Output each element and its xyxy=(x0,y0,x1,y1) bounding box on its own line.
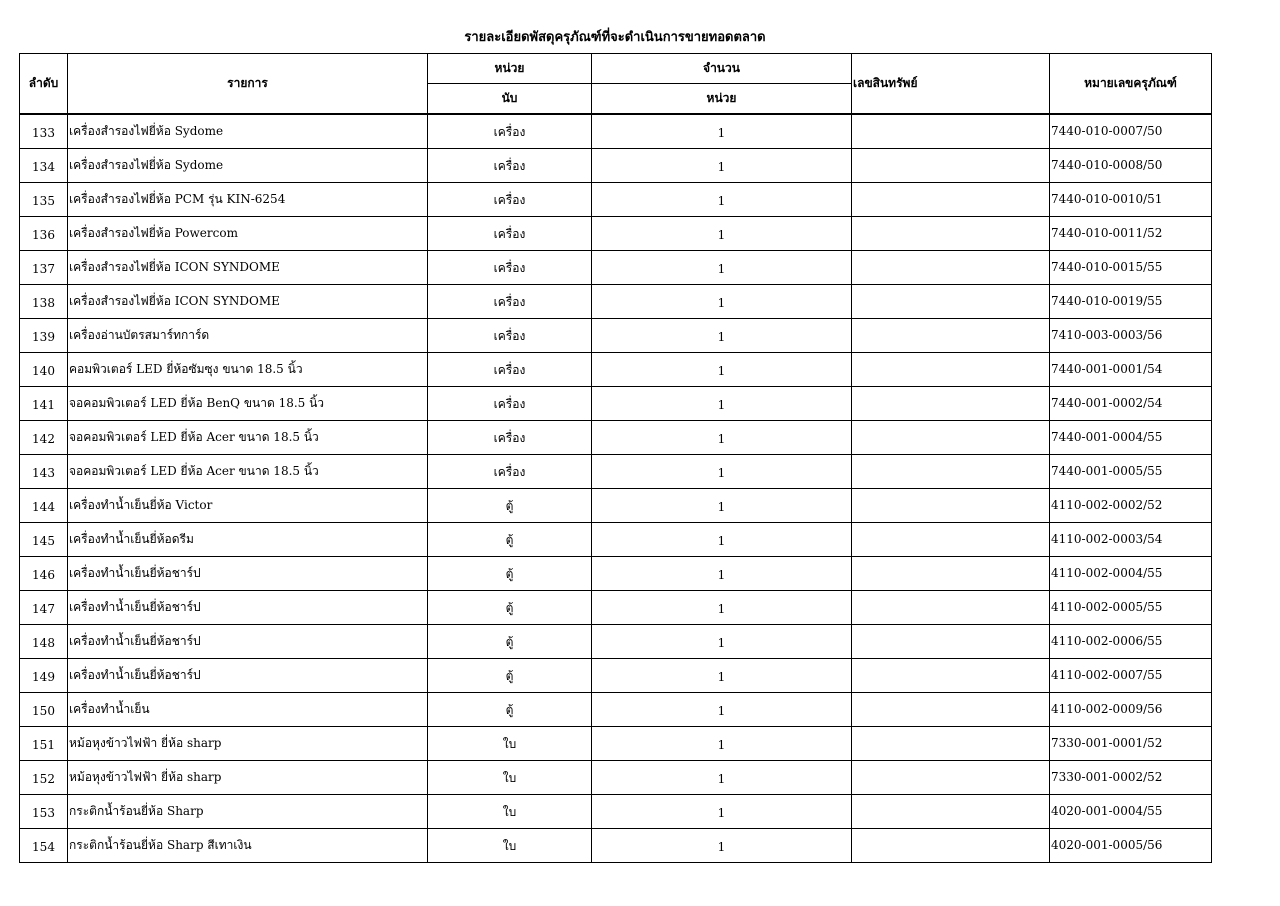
header-qty-bottom: หน่วย xyxy=(592,84,852,115)
cell-asset xyxy=(852,114,1050,148)
table-row xyxy=(20,556,1212,590)
cell-unit: เครื่อง xyxy=(428,182,592,216)
cell-no: 150 xyxy=(20,692,68,726)
cell-code: 7440-001-0001/54 xyxy=(1050,352,1212,386)
header-no: ลำดับ xyxy=(20,54,68,115)
header-qty-top: จำนวน xyxy=(592,54,852,84)
header-asset: เลขสินทรัพย์ xyxy=(852,54,1050,115)
cell-code: 4110-002-0003/54 xyxy=(1050,522,1212,556)
cell-unit: ใบ xyxy=(428,828,592,862)
cell-item: เครื่องทำน้ำเย็นยี่ห้อชาร์ป xyxy=(68,556,428,590)
cell-no: 151 xyxy=(20,726,68,760)
cell-code: 7440-001-0005/55 xyxy=(1050,454,1212,488)
table-row xyxy=(20,318,1212,352)
cell-no: 139 xyxy=(20,318,68,352)
table-row xyxy=(20,216,1212,250)
cell-qty: 1 xyxy=(592,386,852,420)
cell-asset xyxy=(852,760,1050,794)
cell-unit: ตู้ xyxy=(428,624,592,658)
cell-no: 152 xyxy=(20,760,68,794)
cell-no: 140 xyxy=(20,352,68,386)
table-row xyxy=(20,760,1212,794)
cell-item: เครื่องทำน้ำเย็นยี่ห้อชาร์ป xyxy=(68,590,428,624)
cell-unit: ใบ xyxy=(428,760,592,794)
cell-qty: 1 xyxy=(592,114,852,148)
cell-unit: เครื่อง xyxy=(428,250,592,284)
table-row xyxy=(20,726,1212,760)
cell-no: 144 xyxy=(20,488,68,522)
cell-qty: 1 xyxy=(592,250,852,284)
cell-no: 143 xyxy=(20,454,68,488)
asset-table xyxy=(19,53,1212,863)
cell-unit: ตู้ xyxy=(428,522,592,556)
table-row xyxy=(20,386,1212,420)
cell-item: เครื่องอ่านบัตรสมาร์ทการ์ด xyxy=(68,318,428,352)
cell-no: 147 xyxy=(20,590,68,624)
cell-no: 149 xyxy=(20,658,68,692)
cell-code: 4110-002-0007/55 xyxy=(1050,658,1212,692)
cell-unit: เครื่อง xyxy=(428,216,592,250)
cell-asset xyxy=(852,284,1050,318)
cell-unit: เครื่อง xyxy=(428,148,592,182)
cell-item: เครื่องสำรองไฟยี่ห้อ PCM รุ่น KIN-6254 xyxy=(68,182,428,216)
cell-asset xyxy=(852,182,1050,216)
cell-no: 137 xyxy=(20,250,68,284)
header-unit-bottom: นับ xyxy=(428,84,592,115)
table-row xyxy=(20,658,1212,692)
cell-unit: ตู้ xyxy=(428,556,592,590)
table-row xyxy=(20,284,1212,318)
cell-no: 142 xyxy=(20,420,68,454)
cell-code: 7440-010-0019/55 xyxy=(1050,284,1212,318)
table-body xyxy=(20,114,1212,862)
cell-asset xyxy=(852,726,1050,760)
cell-qty: 1 xyxy=(592,148,852,182)
cell-unit: ใบ xyxy=(428,794,592,828)
cell-item: เครื่องทำน้ำเย็นยี่ห้อดรีม xyxy=(68,522,428,556)
cell-qty: 1 xyxy=(592,318,852,352)
cell-item: หม้อหุงข้าวไฟฟ้า ยี่ห้อ sharp xyxy=(68,726,428,760)
cell-no: 135 xyxy=(20,182,68,216)
table-row xyxy=(20,522,1212,556)
header-code: หมายเลขครุภัณฑ์ xyxy=(1050,54,1212,115)
cell-code: 7440-010-0011/52 xyxy=(1050,216,1212,250)
cell-qty: 1 xyxy=(592,182,852,216)
cell-unit: เครื่อง xyxy=(428,386,592,420)
cell-qty: 1 xyxy=(592,420,852,454)
cell-no: 141 xyxy=(20,386,68,420)
cell-unit: เครื่อง xyxy=(428,284,592,318)
cell-code: 7330-001-0002/52 xyxy=(1050,760,1212,794)
table-row xyxy=(20,590,1212,624)
cell-code: 4020-001-0004/55 xyxy=(1050,794,1212,828)
cell-code: 7440-010-0008/50 xyxy=(1050,148,1212,182)
cell-code: 4110-002-0005/55 xyxy=(1050,590,1212,624)
cell-unit: ตู้ xyxy=(428,590,592,624)
cell-item: หม้อหุงข้าวไฟฟ้า ยี่ห้อ sharp xyxy=(68,760,428,794)
cell-asset xyxy=(852,794,1050,828)
cell-no: 145 xyxy=(20,522,68,556)
cell-no: 138 xyxy=(20,284,68,318)
cell-qty: 1 xyxy=(592,828,852,862)
cell-asset xyxy=(852,522,1050,556)
cell-qty: 1 xyxy=(592,556,852,590)
table-row xyxy=(20,692,1212,726)
table-row xyxy=(20,182,1212,216)
table-row xyxy=(20,624,1212,658)
cell-qty: 1 xyxy=(592,726,852,760)
cell-code: 4110-002-0002/52 xyxy=(1050,488,1212,522)
cell-asset xyxy=(852,386,1050,420)
cell-item: จอคอมพิวเตอร์ LED ยี่ห้อ Acer ขนาด 18.5 นิ้ว xyxy=(68,454,428,488)
cell-asset xyxy=(852,216,1050,250)
cell-item: คอมพิวเตอร์ LED ยี่ห้อซัมซุง ขนาด 18.5 นิ้ว xyxy=(68,352,428,386)
cell-qty: 1 xyxy=(592,488,852,522)
cell-asset xyxy=(852,556,1050,590)
cell-no: 153 xyxy=(20,794,68,828)
cell-asset xyxy=(852,420,1050,454)
cell-code: 7440-001-0002/54 xyxy=(1050,386,1212,420)
cell-asset xyxy=(852,488,1050,522)
cell-unit: เครื่อง xyxy=(428,420,592,454)
cell-qty: 1 xyxy=(592,692,852,726)
table-row xyxy=(20,828,1212,862)
cell-item: เครื่องทำน้ำเย็น xyxy=(68,692,428,726)
cell-item: เครื่องทำน้ำเย็นยี่ห้อชาร์ป xyxy=(68,624,428,658)
cell-unit: เครื่อง xyxy=(428,114,592,148)
cell-item: เครื่องสำรองไฟยี่ห้อ Sydome xyxy=(68,114,428,148)
cell-no: 154 xyxy=(20,828,68,862)
cell-item: กระติกน้ำร้อนยี่ห้อ Sharp สีเทาเงิน xyxy=(68,828,428,862)
cell-qty: 1 xyxy=(592,284,852,318)
cell-item: เครื่องสำรองไฟยี่ห้อ Sydome xyxy=(68,148,428,182)
cell-asset xyxy=(852,352,1050,386)
cell-asset xyxy=(852,624,1050,658)
cell-qty: 1 xyxy=(592,522,852,556)
cell-qty: 1 xyxy=(592,454,852,488)
table-row xyxy=(20,148,1212,182)
table-row xyxy=(20,250,1212,284)
header-item: รายการ xyxy=(68,54,428,115)
cell-code: 7410-003-0003/56 xyxy=(1050,318,1212,352)
cell-item: กระติกน้ำร้อนยี่ห้อ Sharp xyxy=(68,794,428,828)
cell-item: จอคอมพิวเตอร์ LED ยี่ห้อ BenQ ขนาด 18.5 นิ้ว xyxy=(68,386,428,420)
cell-qty: 1 xyxy=(592,352,852,386)
cell-item: เครื่องสำรองไฟยี่ห้อ ICON SYNDOME xyxy=(68,250,428,284)
cell-asset xyxy=(852,318,1050,352)
table-row xyxy=(20,454,1212,488)
cell-code: 7440-010-0007/50 xyxy=(1050,114,1212,148)
cell-asset xyxy=(852,828,1050,862)
cell-asset xyxy=(852,250,1050,284)
cell-qty: 1 xyxy=(592,216,852,250)
cell-item: เครื่องทำน้ำเย็นยี่ห้อ Victor xyxy=(68,488,428,522)
cell-qty: 1 xyxy=(592,590,852,624)
cell-unit: ตู้ xyxy=(428,692,592,726)
table-row xyxy=(20,114,1212,148)
cell-item: จอคอมพิวเตอร์ LED ยี่ห้อ Acer ขนาด 18.5 นิ้ว xyxy=(68,420,428,454)
cell-unit: เครื่อง xyxy=(428,352,592,386)
cell-code: 4020-001-0005/56 xyxy=(1050,828,1212,862)
cell-code: 4110-002-0006/55 xyxy=(1050,624,1212,658)
document-title: รายละเอียดพัสดุครุภัณฑ์ที่จะดำเนินการขายทอดตลาด xyxy=(464,30,766,45)
cell-qty: 1 xyxy=(592,624,852,658)
cell-no: 146 xyxy=(20,556,68,590)
cell-code: 7440-010-0010/51 xyxy=(1050,182,1212,216)
cell-code: 4110-002-0009/56 xyxy=(1050,692,1212,726)
cell-code: 7330-001-0001/52 xyxy=(1050,726,1212,760)
cell-no: 136 xyxy=(20,216,68,250)
cell-no: 133 xyxy=(20,114,68,148)
cell-asset xyxy=(852,148,1050,182)
cell-unit: เครื่อง xyxy=(428,318,592,352)
table-row xyxy=(20,794,1212,828)
table-row xyxy=(20,488,1212,522)
cell-code: 7440-001-0004/55 xyxy=(1050,420,1212,454)
header-unit-top: หน่วย xyxy=(428,54,592,84)
cell-asset xyxy=(852,658,1050,692)
table-row xyxy=(20,352,1212,386)
cell-unit: ใบ xyxy=(428,726,592,760)
cell-qty: 1 xyxy=(592,658,852,692)
cell-asset xyxy=(852,692,1050,726)
cell-asset xyxy=(852,590,1050,624)
cell-unit: ตู้ xyxy=(428,658,592,692)
table-row xyxy=(20,420,1212,454)
cell-no: 134 xyxy=(20,148,68,182)
cell-code: 4110-002-0004/55 xyxy=(1050,556,1212,590)
cell-qty: 1 xyxy=(592,760,852,794)
cell-unit: ตู้ xyxy=(428,488,592,522)
cell-no: 148 xyxy=(20,624,68,658)
cell-unit: เครื่อง xyxy=(428,454,592,488)
cell-item: เครื่องสำรองไฟยี่ห้อ Powercom xyxy=(68,216,428,250)
cell-code: 7440-010-0015/55 xyxy=(1050,250,1212,284)
cell-asset xyxy=(852,454,1050,488)
cell-qty: 1 xyxy=(592,794,852,828)
cell-item: เครื่องทำน้ำเย็นยี่ห้อชาร์ป xyxy=(68,658,428,692)
cell-item: เครื่องสำรองไฟยี่ห้อ ICON SYNDOME xyxy=(68,284,428,318)
